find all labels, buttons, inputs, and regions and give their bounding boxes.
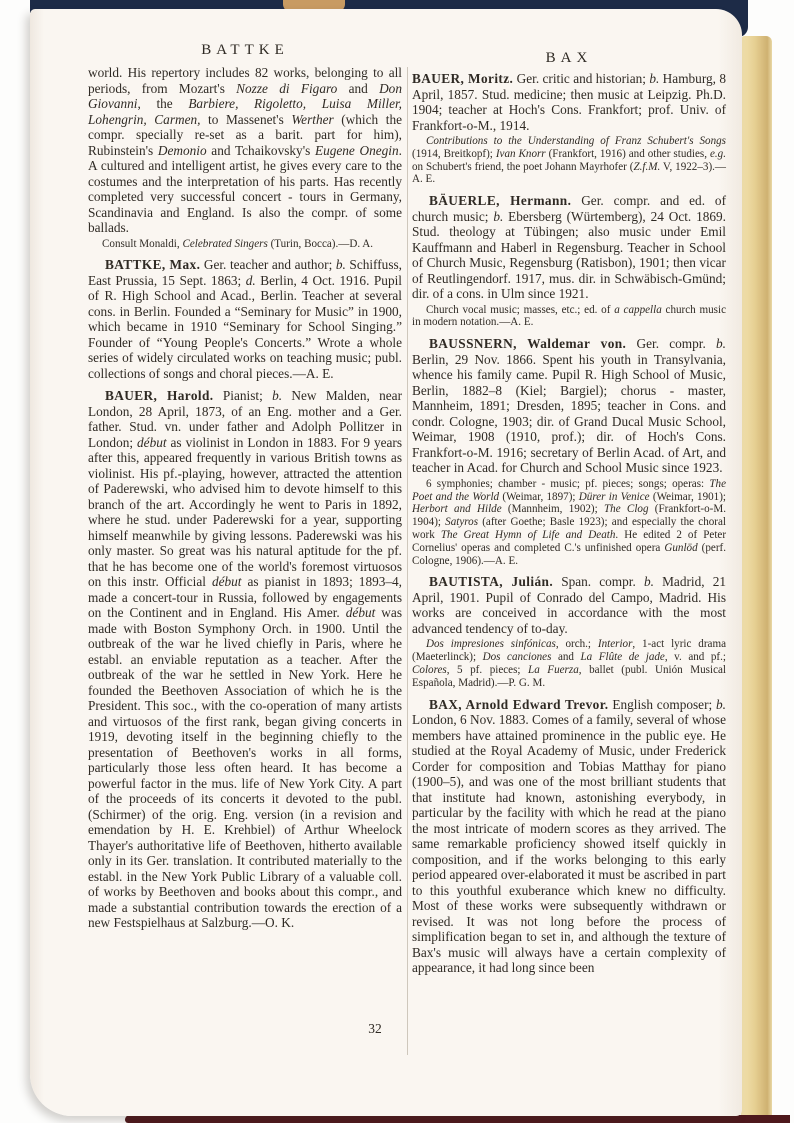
entry-paragraph: BAX, Arnold Edward Trevor. English composer; b. London, 6 Nov. 1883. Comes of a family, several of whose members have attained prominence in the public eye. He studied at the Royal Academy of Music, under Frederick Corder for composition and Tobias Matthay for piano (1900–5), and was one of the most brilliant students that that institute had known, astonishing everybody, in particular by the facility with which he read at the piano the most intricate of modern scores as they arrived. The same remarkable proficiency showed itself quickly in composition, and if the works belonging to this early period appeared over-elaborated it must be ascribed in part to this youthful exuberance which knew no difficulty. Most of these works were subsequently withdrawn or revised. It was not long before the process of simplification began to set in, and although the texture of Bax's music will always have a certain complexity of appearance, it had long since been <box>412 696 726 976</box>
book-page-block-edge <box>741 36 772 1123</box>
entry-paragraph: world. His repertory includes 82 works, belonging to all periods, from Mozart's Nozze di Figaro and Don Giovanni, the Barbiere, Rigoletto, Luisa Miller, Lohengrin, Carmen, to Massenet's Werther (which the compr. specially re-set as a barit. part for him), Rubinstein's Demonio and Tchaikovsky's Eugene Onegin. A cultured and intelligent artist, he gives every care to the costumes and the interpretation of his parts. Has recently completed very successful concert - tours in Germany, Scandinavia and England. Is also the compr. of some ballads. <box>88 65 402 235</box>
entry-paragraph: BAUER, Moritz. Ger. critic and historian; b. Hamburg, 8 April, 1857. Stud. medicine; then music at Leipzig. Ph.D. 1904; teacher at Hoch's Cons. Frankfort; prof. Univ. of Frankfort-o-M., 1914. <box>412 71 726 133</box>
scanned-page <box>30 9 742 1116</box>
entry-paragraph: BAUSSNERN, Waldemar von. Ger. compr. b. Berlin, 29 Nov. 1866. Spent his youth in Transylvania, whence his family came. Pupil R. High School of Music, Berlin, 1882–8 (Kiel; Bargiel); chorus - master, Mannheim, 1891; Dresden, 1895; teacher in Cons. and condr. Cologne, 1903; dir. of Grand Ducal Music School, Weimar, 1908 (1910, prof.); dir. of Hoch's Cons. Frankfort-o-M. 1916; secretary of Berlin Acad. of Art, and teacher in Acad. for Church and School Music since 1923. <box>412 336 727 476</box>
entry-paragraph: BATTKE, Max. Ger. teacher and author; b. Schiffuss, East Prussia, 15 Sept. 1863; d. Berlin, 4 Oct. 1916. Pupil of R. High School and Acad., Berlin. Teacher at several cons. in Berlin. Founded a “Seminary for Music” in 1900, which became in 1910 “Seminary for School Singing.” Founder of “Young People's Concerts.” Wrote a whole series of widely circulated works on teaching music; publ. collections of songs and choral pieces.—A. E. <box>88 257 402 381</box>
book-cover-bottom-edge <box>125 1115 790 1123</box>
entry-paragraph: BÄUERLE, Hermann. Ger. compr. and ed. of church music; b. Ebersberg (Würtemberg), 24 Oct. 1869. Stud. theology at Tübingen; also music under Emil Kauffmann and Haberl in Regensburg. Teacher in School of Church Music, Regensburg (Ratisbon), 1901; then vicar of Reutlingendorf. 1917, mus. dir. in Schwäbisch-Gmünd; dir. of a cons. in Ulm since 1921. <box>412 193 727 302</box>
entry-paragraph: BAUTISTA, Julián. Span. compr. b. Madrid, 21 April, 1901. Pupil of Conrado del Campo, Madrid. His works are conceived in accordance with the most advanced tendency of to-day. <box>412 574 726 636</box>
page-number: 32 <box>368 1021 382 1036</box>
fine-print-paragraph: Contributions to the Understanding of Franz Schubert's Songs (1914, Breitkopf); Ivan Knorr (Frankfort, 1916) and other studies, e.g. on Schubert's friend, the poet Johann Mayrhofer (Z.f.M. V, 1922–3).—A. E. <box>412 135 727 186</box>
fine-print-paragraph: Dos impresiones sinfónicas, orch.; Interior, 1-act lyric drama (Maeterlinck); Dos canciones and La Flûte de jade, v. and pf.; Colores, 5 pf. pieces; La Fuerza, ballet (publ. Unión Musical Española, Madrid).—P. G. M. <box>412 638 727 689</box>
fine-print-paragraph: Church vocal music; masses, etc.; ed. of a cappella church music in modern notation.—A. E. <box>412 303 726 329</box>
fine-print-paragraph: 6 symphonies; chamber - music; pf. pieces; songs; operas: The Poet and the World (Weimar, 1897); Dürer in Venice (Weimar, 1901); Herbort and Hilde (Mannheim, 1902); The Clog (Frankfort-o-M. 1904); Satyros (after Goethe; Basle 1923); and especially the choral work The Great Hymn of Life and Death. He edited 2 of Peter Cornelius' operas and completed C.'s unfinished opera Gunlöd (perf. Cologne, 1906).—A. E. <box>412 477 727 567</box>
running-head-right: BAX <box>545 50 593 66</box>
text-column-left <box>88 65 402 931</box>
running-head-left: BATTKE <box>201 42 289 58</box>
entry-paragraph: BAUER, Harold. Pianist; b. New Malden, near London, 28 April, 1873, of an Eng. mother and a Ger. father. Stud. vn. under father and Adolph Pollitzer in London; début as violinist in London in 1883. For 9 years after this, appeared frequently in various British towns as violinist. His pf.-playing, however, attracted the attention of Paderewski, who advised him to devote himself to this branch of the art. Accordingly he went to Paris in 1892, where he stud. under Paderewski for a year, supporting himself meanwhile by giving lessons. Paderewski was his only master. So great was his natural aptitude for the pf. that he has become one of the world's foremost virtuosos on this instr. Official début as pianist in 1893; 1893–4, made a concert-tour in Russia, followed by engagements on the Continent and in England. His Amer. début was made with Boston Symphony Orch. in 1900. Until the outbreak of the war he lived chiefly in Paris, where he establ. an enviable reputation as a teacher. After the outbreak of the war he settled in New York. Here he founded the Beethoven Association of which he is the President. This soc., with the co-operation of many artists and virtuosos of the first rank, began giving concerts in 1919, devoting itself in the beginning chiefly to the presentation of Beethoven's works in all forms, particularly those less often heard. It has become a powerful factor in the mus. life of New York City. A part of the proceeds of its concerts it devoted to the publ. (Schirmer) of the orig. Eng. version (in a revision and emendation by H. E. Krehbiel) of Arthur Wheelock Thayer's authoritative life of Beethoven, hitherto available only in its Ger. translation. It contributed materially to the establ. in the New York Public Library of a valuable coll. of works by Beethoven and books about this compr., and made a substantial contribution towards the erection of a new Festspielhaus at Salzburg.—O. K. <box>88 388 403 931</box>
column-divider-rule <box>407 67 408 1055</box>
text-column-right <box>412 71 726 976</box>
fine-print-paragraph: Consult Monaldi, Celebrated Singers (Turin, Bocca).—D. A. <box>102 237 374 250</box>
